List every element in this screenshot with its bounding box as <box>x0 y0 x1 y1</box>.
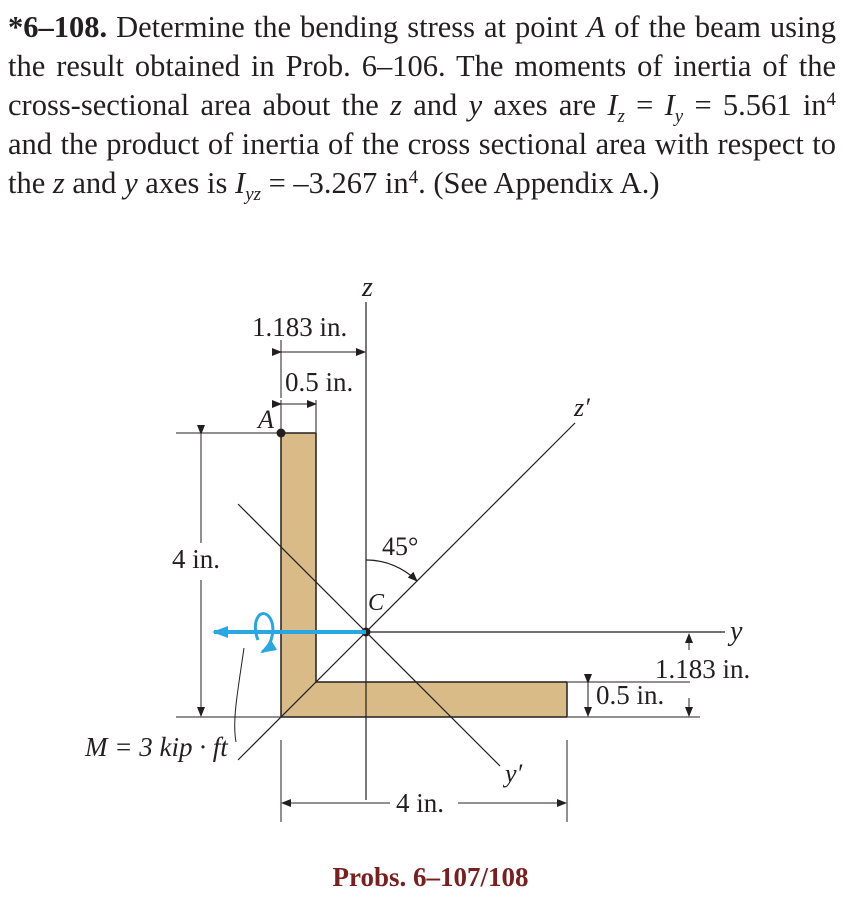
moment-leader <box>235 648 244 742</box>
iz-symbol: I <box>607 88 618 122</box>
y-prime-axis-label: y′ <box>505 759 523 788</box>
angle-label: 45° <box>382 532 419 561</box>
dim-height-label: 4 in. <box>172 544 221 574</box>
point-a-dot <box>277 429 286 438</box>
y-ref: y <box>124 166 138 200</box>
text: axes are <box>482 88 608 122</box>
z-ref: z <box>390 88 402 122</box>
iyz-symbol: I <box>235 166 246 200</box>
dim-top-1183-label: 1.183 in. <box>252 312 348 342</box>
exponent: 4 <box>408 166 419 188</box>
equals: = <box>260 166 294 200</box>
dim-right-05-label: 0.5 in. <box>596 680 665 710</box>
problem-number: *6–108. <box>8 10 108 44</box>
text: . (See Appendix A.) <box>418 166 660 200</box>
z-prime-axis-label: z′ <box>574 393 590 422</box>
figure-caption: Probs. 6–107/108 <box>332 862 529 892</box>
dim-width-label: 4 in. <box>396 788 445 818</box>
dim-top-05-label: 0.5 in. <box>285 367 354 397</box>
equals: = <box>624 88 665 122</box>
text: axes is <box>137 166 236 200</box>
centroid-label: C <box>368 590 385 616</box>
z-ref: z <box>52 166 65 200</box>
point-a-ref: A <box>586 10 606 44</box>
text: and the product of inertia of the cross sectional area with respect to the <box>8 127 836 200</box>
exponent: 4 <box>826 88 836 110</box>
iyz-value: –3.267 in <box>293 166 409 200</box>
extension-lines <box>176 400 700 822</box>
z-axis-label: z <box>362 272 373 303</box>
moment-label: M = 3 kip · ft <box>85 732 228 762</box>
text: Determine the bending stress at point <box>107 10 587 44</box>
iyz-sub: yz <box>245 184 261 206</box>
point-a-label: A <box>258 405 274 434</box>
angle-arc <box>366 560 417 581</box>
text: and <box>64 166 125 200</box>
text: and <box>401 88 469 122</box>
iy-symbol: I <box>664 88 675 122</box>
dim-right-1183-label: 1.183 in. <box>655 654 751 684</box>
text: of the beam using the result obtained in Prob. 6–106. The moments of inertia of the cross-sectional area about the <box>8 10 836 122</box>
y-axis-label: y <box>730 616 743 647</box>
y-ref: y <box>468 88 483 122</box>
iz-sub: z <box>617 106 625 128</box>
equals: = <box>683 88 723 122</box>
iy-sub: y <box>674 106 684 128</box>
i-value: 5.561 in <box>722 88 827 122</box>
